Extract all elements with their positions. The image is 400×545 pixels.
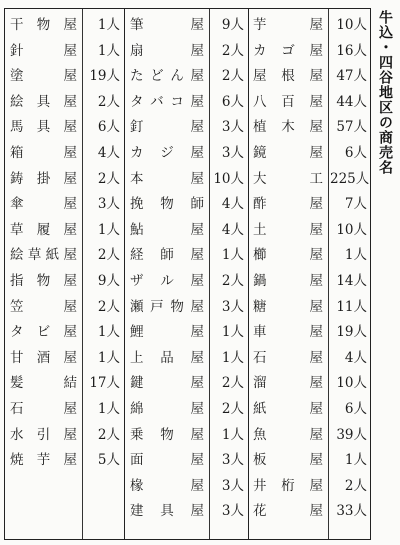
shop-name-char: ル xyxy=(160,273,174,289)
shop-name xyxy=(253,222,323,238)
shop-name-char: 酢 xyxy=(253,196,267,213)
shop-name-char: 屋 xyxy=(309,324,323,341)
shop-name-char: 屋 xyxy=(190,324,204,341)
shop-name xyxy=(10,375,77,391)
shop-name-char: 屋 xyxy=(63,426,77,443)
shop-name-char: 扇 xyxy=(130,42,144,59)
shop-name-char: 紙 xyxy=(253,401,267,417)
shop-name-char: 屋 xyxy=(190,477,204,494)
shop-count: 11人 xyxy=(336,298,367,315)
shop-name-char: 屋 xyxy=(190,145,204,161)
shop-name xyxy=(130,452,204,468)
shop-count: 2人 xyxy=(221,42,244,59)
shop-name-char: 結 xyxy=(63,375,77,392)
shop-count: 1人 xyxy=(344,452,367,469)
shop-name-char: 屋 xyxy=(63,401,77,417)
shop-name xyxy=(130,350,204,366)
shop-name-char: ゴ xyxy=(281,42,295,59)
shop-name-char: 指 xyxy=(10,273,24,289)
shop-name xyxy=(130,145,204,161)
shop-count: 3人 xyxy=(221,119,244,136)
shop-name-char: 糖 xyxy=(253,298,267,315)
shop-name-char: 経 xyxy=(130,247,144,264)
shop-name-char: ビ xyxy=(36,324,51,341)
shop-count: 2人 xyxy=(97,426,120,443)
shop-count: 2人 xyxy=(344,477,367,494)
shop-name-char: 引 xyxy=(36,426,51,443)
shop-name-char: タ xyxy=(130,93,144,110)
shop-name xyxy=(253,427,323,443)
shop-name-char: 屋 xyxy=(309,221,323,238)
shop-name-char: 釘 xyxy=(130,119,144,136)
shop-name-char: 筆 xyxy=(130,17,144,33)
shop-count: 3人 xyxy=(221,145,244,161)
shop-count: 10人 xyxy=(213,170,244,187)
shop-name-char: 石 xyxy=(10,401,24,417)
shop-count: 4人 xyxy=(221,221,244,238)
shop-count: 10人 xyxy=(336,17,367,33)
shop-name-char: 鏡 xyxy=(253,145,267,161)
shop-name-char: 挽 xyxy=(130,196,144,213)
shop-count: 1人 xyxy=(221,324,244,341)
shop-name-char: 髪 xyxy=(10,375,24,392)
shop-count: 33人 xyxy=(336,503,367,520)
shop-name-char: 大 xyxy=(253,170,267,187)
shop-name-char: 具 xyxy=(160,503,174,520)
shop-count: 1人 xyxy=(97,42,120,59)
shop-name xyxy=(253,145,323,161)
shop-name-char: 塗 xyxy=(10,68,24,85)
shop-name xyxy=(253,401,323,417)
shop-name-char: 車 xyxy=(253,324,267,341)
shop-name-char: 屋 xyxy=(63,119,77,136)
shop-name-char: 紙 xyxy=(45,247,60,264)
shop-name-char: 屋 xyxy=(190,42,204,59)
shop-name xyxy=(130,171,204,187)
shop-count: 2人 xyxy=(221,401,244,417)
shop-count: 1人 xyxy=(344,247,367,264)
shop-name xyxy=(10,222,77,238)
shop-name-char: 井 xyxy=(253,477,267,494)
shop-name-char: 水 xyxy=(10,426,24,443)
shop-name-char: ジ xyxy=(160,145,174,161)
shop-name-char: 屋 xyxy=(309,426,323,443)
shop-count: 44人 xyxy=(336,93,367,110)
shop-name-char: 屋 xyxy=(190,170,204,187)
column-divider xyxy=(82,9,83,539)
shop-name-char: 屋 xyxy=(63,42,77,59)
shop-name-char: 鮎 xyxy=(130,221,144,238)
shop-count: 2人 xyxy=(221,68,244,85)
shop-count: 1人 xyxy=(97,221,120,238)
shop-name-char: バ xyxy=(150,93,164,110)
shop-name-char: 土 xyxy=(253,221,267,238)
shop-name xyxy=(253,17,323,33)
shop-name-char: 石 xyxy=(253,349,267,366)
shop-name xyxy=(130,478,204,494)
shop-name-char: 屋 xyxy=(309,42,323,59)
shop-name-char: 針 xyxy=(10,42,24,59)
shop-name-char: 花 xyxy=(253,503,267,520)
shop-name xyxy=(130,299,204,315)
shop-count: 10人 xyxy=(336,375,367,392)
shop-count: 3人 xyxy=(221,503,244,520)
shop-count: 2人 xyxy=(97,93,120,110)
shop-name xyxy=(130,247,204,263)
shop-name-char: 鍋 xyxy=(253,273,267,289)
shop-name-char: 物 xyxy=(170,298,184,315)
shop-name-char: ど xyxy=(150,68,164,85)
shop-count: 1人 xyxy=(97,324,120,341)
column-divider xyxy=(124,9,125,539)
shop-name-char: 品 xyxy=(160,349,174,366)
shop-count: 6人 xyxy=(97,119,120,136)
shop-count: 4人 xyxy=(221,196,244,213)
shop-name-char: 馬 xyxy=(10,119,24,136)
shop-name xyxy=(10,145,77,161)
shop-name-char: 屋 xyxy=(63,196,77,213)
shop-name xyxy=(253,171,323,187)
shop-name-char: カ xyxy=(130,145,144,161)
shop-name-char: 鍵 xyxy=(130,375,144,392)
shop-name-char: 綿 xyxy=(130,401,144,417)
shop-name-char: 板 xyxy=(253,452,267,469)
shop-name-char: 植 xyxy=(253,119,267,136)
shop-name-char: 物 xyxy=(160,426,174,443)
shop-name-char: 屋 xyxy=(309,17,323,33)
shop-name-char: 屋 xyxy=(309,298,323,315)
shop-name-char: 工 xyxy=(309,170,323,187)
shop-name-char: 屋 xyxy=(190,503,204,520)
shop-name-char: 甘 xyxy=(10,349,24,366)
shop-name-char: 屋 xyxy=(309,503,323,520)
shop-count: 3人 xyxy=(221,298,244,315)
shop-name-char: 屋 xyxy=(63,247,77,264)
shop-name-char: 笠 xyxy=(10,298,24,315)
shop-name xyxy=(253,503,323,519)
shop-count: 7人 xyxy=(344,196,367,213)
shop-name xyxy=(10,196,77,212)
shop-name xyxy=(10,427,77,443)
shop-name-char: 本 xyxy=(130,170,144,187)
shop-name xyxy=(10,452,77,468)
shop-name-char: 桁 xyxy=(281,477,295,494)
shop-name xyxy=(253,273,323,289)
shop-count: 39人 xyxy=(336,426,367,443)
shop-name-char: 屋 xyxy=(309,477,323,494)
shop-name-char: 屋 xyxy=(190,221,204,238)
shop-name xyxy=(130,196,204,212)
shop-name-char: 屋 xyxy=(190,273,204,289)
shop-name xyxy=(10,247,77,263)
shop-count: 5人 xyxy=(97,452,120,469)
shop-name xyxy=(253,299,323,315)
shop-name xyxy=(130,222,204,238)
shop-count: 9人 xyxy=(221,17,244,33)
shop-name-char: 屋 xyxy=(309,247,323,264)
shop-name xyxy=(253,43,323,59)
shop-count: 47人 xyxy=(336,68,367,85)
shop-name-char: 溜 xyxy=(253,375,267,392)
shop-count: 17人 xyxy=(89,375,120,392)
shop-name-char: 瀬 xyxy=(130,298,144,315)
shop-name-char: 屋 xyxy=(63,221,77,238)
shop-name xyxy=(130,427,204,443)
shop-name xyxy=(10,401,77,417)
shop-name-char: 建 xyxy=(130,503,144,520)
shop-name-char: 屋 xyxy=(309,375,323,392)
shop-count: 2人 xyxy=(97,170,120,187)
shop-count: 19人 xyxy=(89,68,120,85)
shop-name xyxy=(10,43,77,59)
shop-count: 9人 xyxy=(97,273,120,289)
shop-name xyxy=(253,68,323,84)
shop-name-char: 物 xyxy=(36,273,51,289)
shop-name-char: 芋 xyxy=(36,452,51,469)
column-divider xyxy=(209,9,210,539)
shop-count: 3人 xyxy=(97,196,120,213)
shop-count: 2人 xyxy=(221,375,244,392)
shop-name-char: 屋 xyxy=(63,349,77,366)
shop-name-char: 屋 xyxy=(190,119,204,136)
shop-count: 1人 xyxy=(221,247,244,264)
shop-name-char: 屋 xyxy=(63,170,77,187)
shop-count: 225人 xyxy=(330,170,370,187)
shop-count: 4人 xyxy=(344,349,367,366)
shop-name xyxy=(10,273,77,289)
shop-name xyxy=(130,503,204,519)
shop-name-char: 物 xyxy=(36,17,51,33)
shop-name xyxy=(10,299,77,315)
shop-name xyxy=(10,171,77,187)
shop-name xyxy=(130,17,204,33)
shop-name-char: 百 xyxy=(281,93,295,110)
shop-count: 1人 xyxy=(221,349,244,366)
shop-name-char: コ xyxy=(170,93,184,110)
shop-name-char: 屋 xyxy=(63,324,77,341)
shop-count: 2人 xyxy=(97,247,120,264)
shop-name-char: 干 xyxy=(10,17,24,33)
shop-name-char: た xyxy=(130,68,144,85)
shop-count: 3人 xyxy=(221,477,244,494)
shop-name-char: 屋 xyxy=(63,68,77,85)
shop-name-char: 鯉 xyxy=(130,324,144,341)
shop-name-char: 具 xyxy=(36,119,51,136)
shop-count: 57人 xyxy=(336,119,367,136)
shop-name-char: 師 xyxy=(160,247,174,264)
shop-name-char: 屋 xyxy=(190,247,204,264)
shop-name-char: 傘 xyxy=(10,196,24,213)
shop-name-char: 屋 xyxy=(309,93,323,110)
shop-name-char: 草 xyxy=(10,221,24,238)
shop-name-char: 酒 xyxy=(36,349,51,366)
shop-name-char: 鋳 xyxy=(10,170,24,187)
shop-name xyxy=(253,478,323,494)
shop-name-char: 掛 xyxy=(36,170,51,187)
shop-name xyxy=(130,43,204,59)
shop-count: 1人 xyxy=(97,349,120,366)
shop-name-char: 屋 xyxy=(190,68,204,85)
shop-count: 2人 xyxy=(97,298,120,315)
shop-name xyxy=(10,17,77,33)
shop-name-char: ん xyxy=(170,68,184,85)
shop-name xyxy=(130,375,204,391)
shop-name-char: 屋 xyxy=(63,145,77,161)
shop-name-char: 屋 xyxy=(253,68,267,85)
shop-name-char: 櫛 xyxy=(253,247,267,264)
shop-name-char: 屋 xyxy=(190,401,204,417)
shop-name-char: ザ xyxy=(130,273,144,289)
shop-name xyxy=(130,273,204,289)
shop-name-char: 面 xyxy=(130,452,144,469)
shop-name-char: 戸 xyxy=(150,298,164,315)
shop-name-char: 木 xyxy=(281,119,295,136)
shop-name-char: 絵 xyxy=(10,93,24,110)
shop-name-char: 物 xyxy=(160,196,174,213)
shop-count: 19人 xyxy=(336,324,367,341)
shop-name-char: タ xyxy=(10,324,24,341)
shop-count: 16人 xyxy=(336,42,367,59)
shop-name-char: 屋 xyxy=(190,93,204,110)
shop-name-char: 屋 xyxy=(190,298,204,315)
shop-count: 1人 xyxy=(97,401,120,417)
shop-name-char: 具 xyxy=(36,93,51,110)
shop-name-char: 屋 xyxy=(63,298,77,315)
shop-name xyxy=(130,401,204,417)
shop-name xyxy=(130,324,204,340)
shop-name-char: 屋 xyxy=(63,93,77,110)
shop-name-char: 師 xyxy=(190,196,204,213)
shop-name xyxy=(10,68,77,84)
shop-count: 6人 xyxy=(344,145,367,161)
shop-count: 10人 xyxy=(336,221,367,238)
shop-name xyxy=(253,119,323,135)
shop-name xyxy=(253,375,323,391)
shop-name-char: 屋 xyxy=(63,17,77,33)
shop-count: 6人 xyxy=(344,401,367,417)
shop-name-char: 屋 xyxy=(309,196,323,213)
shop-name-char: 魚 xyxy=(253,426,267,443)
shop-name xyxy=(130,94,204,110)
shop-name-char: 屋 xyxy=(309,145,323,161)
shop-name-char: 屋 xyxy=(190,452,204,469)
shop-count: 2人 xyxy=(221,273,244,289)
shop-name xyxy=(253,324,323,340)
shop-name-char: 履 xyxy=(36,221,51,238)
shop-name-char: 屋 xyxy=(190,426,204,443)
shop-name-char: 焼 xyxy=(10,452,24,469)
column-divider xyxy=(328,9,329,539)
shop-name-char: 屋 xyxy=(309,349,323,366)
shop-name-char: 上 xyxy=(130,349,144,366)
shop-name xyxy=(253,196,323,212)
shop-name xyxy=(130,68,204,84)
shop-name-char: 屋 xyxy=(309,401,323,417)
shop-count: 4人 xyxy=(97,145,120,161)
shop-name-char: 絵 xyxy=(10,247,24,264)
shop-count: 14人 xyxy=(336,273,367,289)
shop-name xyxy=(253,247,323,263)
shop-name xyxy=(253,94,323,110)
shop-name-char: 乗 xyxy=(130,426,144,443)
shop-name-char: 屋 xyxy=(190,349,204,366)
shop-name-char: 椽 xyxy=(130,477,144,494)
shop-name xyxy=(10,350,77,366)
shop-name-char: 草 xyxy=(27,247,42,264)
shop-name-char: 八 xyxy=(253,93,267,110)
shop-name-char: 箱 xyxy=(10,145,24,161)
shop-name-char: 屋 xyxy=(63,273,77,289)
shop-name xyxy=(10,324,77,340)
shop-name-char: 屋 xyxy=(190,17,204,33)
shop-name xyxy=(130,119,204,135)
shop-name-char: 屋 xyxy=(309,452,323,469)
shop-name-char: 屋 xyxy=(63,452,77,469)
shop-name xyxy=(10,119,77,135)
shop-name-char: 根 xyxy=(281,68,295,85)
shop-count: 1人 xyxy=(221,426,244,443)
shop-name-char: カ xyxy=(253,42,267,59)
shop-count: 1人 xyxy=(97,17,120,33)
column-divider xyxy=(248,9,249,539)
shop-count: 6人 xyxy=(221,93,244,110)
shop-name-char: 屋 xyxy=(309,68,323,85)
merchant-table xyxy=(4,8,371,540)
shop-name xyxy=(253,452,323,468)
shop-name-char: 屋 xyxy=(309,273,323,289)
shop-name xyxy=(253,350,323,366)
shop-name xyxy=(10,94,77,110)
table-title: 牛込・四谷地区の商売名 xyxy=(377,10,393,175)
shop-count: 3人 xyxy=(221,452,244,469)
shop-name-char: 屋 xyxy=(190,375,204,392)
shop-name-char: 屋 xyxy=(309,119,323,136)
shop-name-char: 芋 xyxy=(253,17,267,33)
